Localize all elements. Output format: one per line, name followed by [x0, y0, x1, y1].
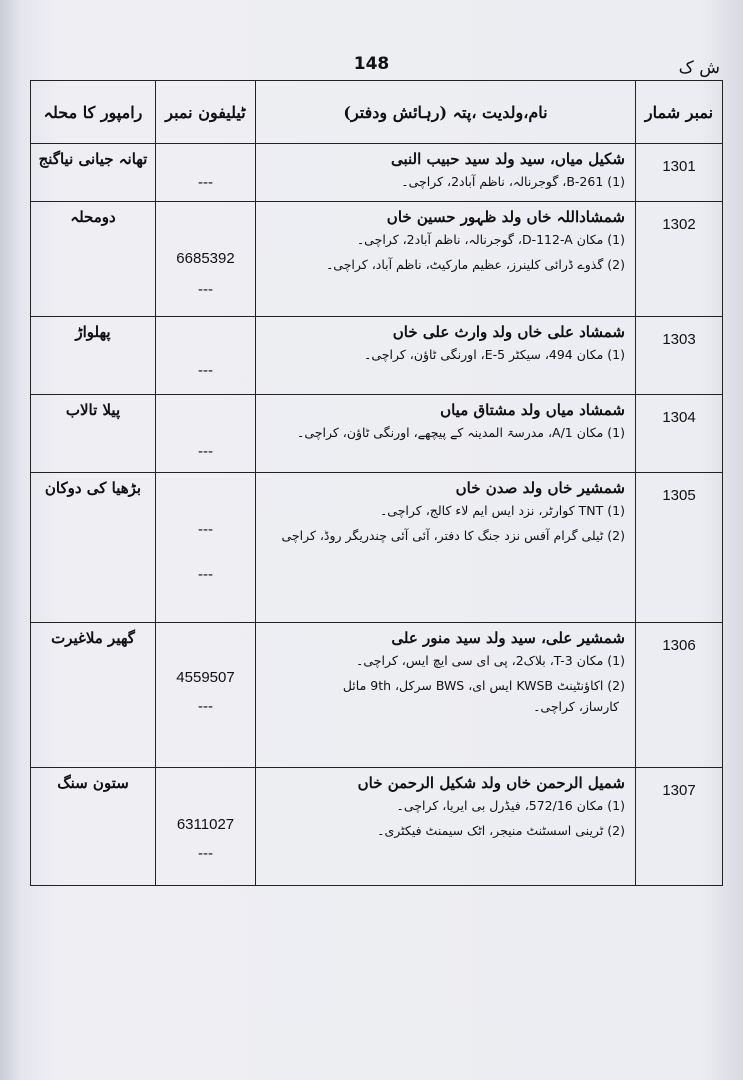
area-cell: دومحلہ — [31, 202, 156, 317]
table-row — [31, 202, 723, 317]
phone-cell — [156, 623, 256, 768]
table-row — [31, 768, 723, 886]
phone-value: --- — [198, 443, 213, 460]
entry-address: (1) B-261، گوجرنالہ، ناظم آباد2، کراچی۔ — [401, 174, 625, 189]
serial-cell: 1302 — [636, 202, 723, 317]
table-row — [31, 623, 723, 768]
phone-value: 6685392 — [176, 250, 235, 267]
serial-cell: 1307 — [636, 768, 723, 886]
table-row — [31, 317, 723, 395]
entry-cell — [256, 202, 636, 317]
phone-value: --- — [198, 174, 213, 191]
entry-address: (1) مکان 572/16، فیڈرل بی ایریا، کراچی۔ — [396, 798, 625, 813]
area-cell: بڑھیا کی دوکان — [31, 473, 156, 623]
phone-value: --- — [198, 362, 213, 379]
entry-address: (2) اکاؤنٹینٹ KWSB ایس ای، BWS سرکل، 9th مائل — [342, 677, 625, 693]
phone-cell — [156, 473, 256, 623]
entry-cell — [256, 395, 636, 473]
phone-cell — [156, 395, 256, 473]
phone-value: 6311027 — [176, 816, 235, 833]
area-cell: ستون سنگ — [31, 768, 156, 886]
entry-address: (1) مکان T-3، بلاک2، پی ای سی ایچ ایس، کراچی۔ — [356, 653, 625, 668]
serial-cell: 1305 — [636, 473, 723, 623]
table-row — [31, 144, 723, 202]
serial-cell: 1301 — [636, 144, 723, 202]
area-cell: پھلواڑ — [31, 317, 156, 395]
entry-cell — [256, 623, 636, 768]
entry-title: شکیل میاں، سید ولد سید حبیب النبی — [390, 150, 625, 168]
entry-cell — [256, 473, 636, 623]
phone-value: 4559507 — [176, 669, 235, 686]
entry-address: (2) ٹرینی اسسٹنٹ منیجر، اٹک سیمنٹ فیکٹری۔ — [377, 822, 625, 838]
section-label: ش ک — [678, 58, 720, 78]
phone-cell — [156, 317, 256, 395]
entry-title: شمشیر خاں ولد صدن خاں — [455, 479, 625, 497]
entry-cell — [256, 144, 636, 202]
table-row — [31, 395, 723, 473]
phone-value: --- — [198, 845, 213, 862]
header-row — [31, 81, 723, 144]
entry-address: (2) گذوے ڈرائی کلینرز، عظیم مارکیٹ، ناظم آباد، کراچی۔ — [325, 256, 625, 272]
header-serial: نمبر شمار — [636, 81, 723, 144]
header-area: رامپور کا محلہ — [31, 81, 156, 144]
serial-cell: 1303 — [636, 317, 723, 395]
header-phone: ٹیلیفون نمبر — [156, 81, 256, 144]
area-cell: گھیر ملاغیرت — [31, 623, 156, 768]
entry-title: شمیل الرحمن خاں ولد شکیل الرحمن خاں — [357, 774, 625, 792]
entry-address: (1) TNT کوارٹر، نزد ایس ایم لاء کالج، کراچی۔ — [379, 503, 625, 518]
serial-cell: 1304 — [636, 395, 723, 473]
entry-title: شمشیر علی، سید ولد سید منور علی — [391, 629, 625, 647]
entry-address: (1) مکان 1/A، مدرسۃ المدینہ کے پیچھے، اورنگی ٹاؤن، کراچی۔ — [297, 425, 625, 440]
register-table — [30, 80, 723, 886]
phone-cell — [156, 144, 256, 202]
entry-address-continued: کارساز، کراچی۔ — [533, 698, 619, 714]
entry-title: شمشاد میاں ولد مشتاق میاں — [440, 401, 625, 419]
phone-cell — [156, 202, 256, 317]
header-name: نام،ولدیت ،پتہ (رہائش ودفتر) — [256, 81, 636, 144]
area-cell: تھانہ جیانی نیاگنج — [31, 144, 156, 202]
phone-value: --- — [198, 521, 213, 538]
entry-address: (2) ٹیلی گرام آفس نزد جنگ کا دفتر، آئی آئی چندریگر روڈ، کراچی — [281, 527, 625, 543]
entry-title: شمشاد علی خاں ولد وارث علی خاں — [392, 323, 625, 341]
phone-cell — [156, 768, 256, 886]
page-number: 148 — [353, 54, 390, 74]
table-row — [31, 473, 723, 623]
entry-title: شمشاداللہ خاں ولد ظہور حسین خاں — [386, 208, 625, 226]
serial-cell: 1306 — [636, 623, 723, 768]
phone-value: --- — [198, 281, 213, 298]
phone-value: --- — [198, 566, 213, 583]
entry-address: (1) مکان 494، سیکٹر 5-E، اورنگی ٹاؤن، کراچی۔ — [364, 347, 625, 362]
phone-value: --- — [198, 698, 213, 715]
entry-cell — [256, 768, 636, 886]
area-cell: پیلا تالاب — [31, 395, 156, 473]
entry-address: (1) مکان D-112-A، گوجرنالہ، ناظم آباد2، کراچی۔ — [356, 232, 625, 247]
entry-cell — [256, 317, 636, 395]
